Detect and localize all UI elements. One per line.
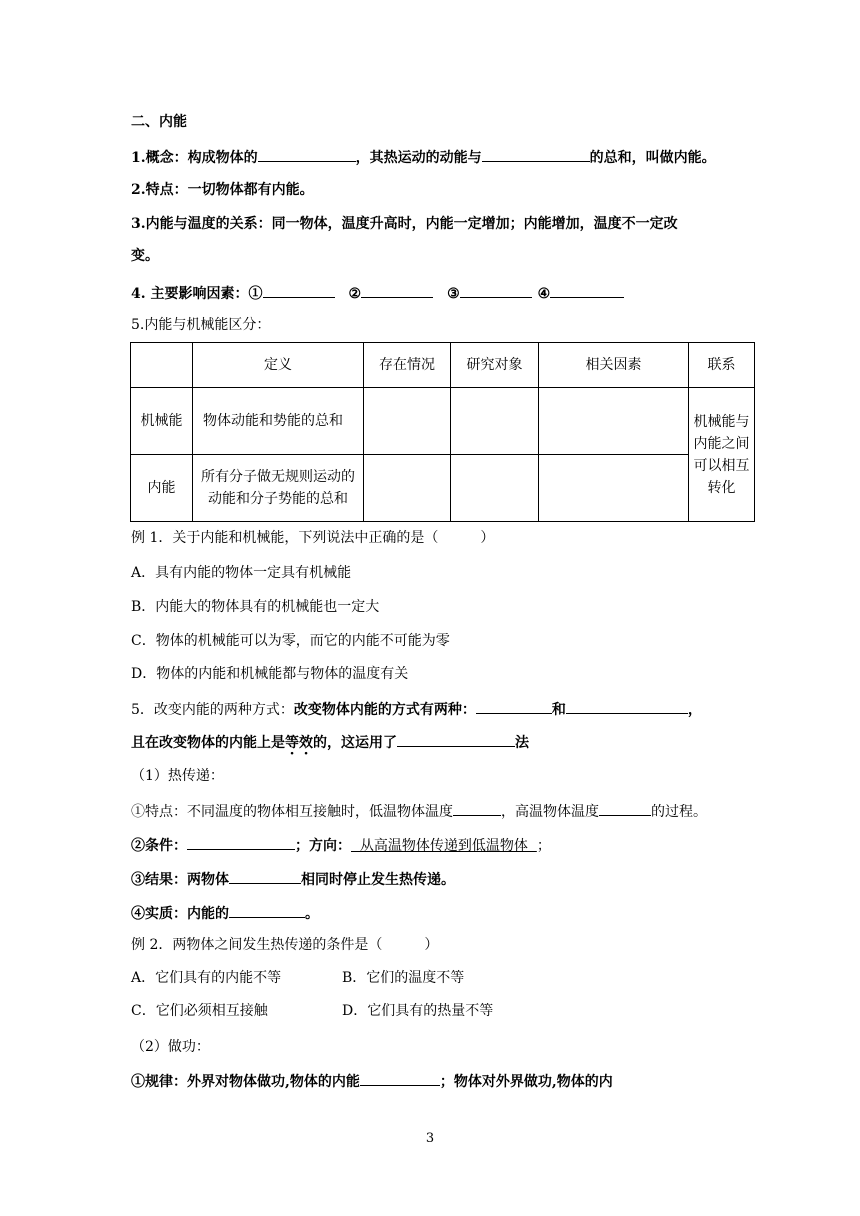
factor-4-mark: ④ [537,286,551,302]
heat-transfer-title: （1）热传递： [131,768,224,784]
semicolon: ； [536,838,551,854]
table-header-cell: 相关因素 [539,343,689,388]
heat-feature-line [131,800,707,822]
example-1-question: 例 1．关于内能和机械能，下列说法中正确的是（ ） [131,530,495,546]
blank[interactable] [229,868,301,884]
direction-label: ；方向： [295,838,351,854]
definition-cell [193,455,364,522]
table-header-cell: 联系 [689,343,755,388]
table-header-cell: 定义 [193,343,364,388]
methods-and: 和 [551,702,566,718]
empty-cell[interactable] [364,388,451,455]
concept-line [131,146,716,168]
example-2-option-b: B．它们的温度不等 [342,970,465,986]
blank[interactable] [476,698,552,714]
heat-feature-text-3: 的过程。 [651,804,707,820]
feature-line: 2.特点：一切物体都有内能。 [131,182,314,198]
factor-3-mark: ③ [447,286,460,302]
blank[interactable] [263,282,335,298]
blank[interactable] [361,282,433,298]
relation-text: 可以相互 [693,457,750,474]
comparison-table [130,342,755,522]
equivalence-line [131,731,529,753]
equivalence-text-3: 法 [515,735,529,751]
relation-line-2: 变。 [131,248,159,264]
example-1-option-a: A．具有内能的物体一定具有机械能 [131,565,352,581]
empty-cell[interactable] [539,388,689,455]
heat-result-line [131,868,455,890]
heat-essence-line [131,902,319,924]
definition-text: 所有分子做无规则运动的 [201,469,355,485]
methods-line [131,698,702,720]
work-rule-line [131,1070,613,1092]
example-1-option-c: C．物体的机械能可以为零，而它的内能不可能为零 [131,633,450,649]
blank[interactable] [482,146,590,162]
relation-text: 转化 [707,479,736,496]
compare-title: 5.内能与机械能区分： [131,317,271,333]
concept-text-1: 1.概念：构成物体的 [131,150,258,166]
heat-feature-text-1: ①特点：不同温度的物体相互接触时，低温物体温度 [131,804,453,820]
concept-text-2: ，其热运动的动能与 [355,150,482,166]
blank[interactable] [599,800,651,816]
table-header-row [131,343,755,388]
factors-line [131,282,624,304]
blank[interactable] [453,800,501,816]
direction-answer: 从高温物体传递到低温物体 [351,838,537,854]
table-header-cell [131,343,193,388]
blank[interactable] [229,902,305,918]
example-2-option-a: A．它们具有的内能不等 [131,970,282,986]
methods-label: 5．改变内能的两种方式： [131,702,294,718]
condition-label: ②条件： [131,838,187,854]
heat-condition-line [131,834,551,856]
empty-cell[interactable] [451,388,539,455]
section-title: 二、内能 [131,114,187,130]
example-1-option-d: D．物体的内能和机械能都与物体的温度有关 [131,666,409,682]
example-2-option-c: C．它们必须相互接触 [131,1003,268,1019]
example-2-option-d: D．它们具有的热量不等 [342,1003,494,1019]
blank[interactable] [258,146,356,162]
blank[interactable] [460,282,532,298]
relation-cell [689,388,755,522]
result-text-2: 相同时停止发生热传递。 [301,872,455,888]
relation-line-1: 3.内能与温度的关系：同一物体，温度升高时，内能一定增加；内能增加，温度不一定改 [131,216,678,232]
example-2-question: 例 2．两物体之间发生热传递的条件是（ ） [131,937,439,953]
concept-text-3: 的总和，叫做内能。 [589,150,716,166]
example-1-option-b: B．内能大的物体具有的机械能也一定大 [131,599,380,615]
table-header-cell: 研究对象 [451,343,539,388]
work-title: （2）做功： [131,1039,210,1055]
empty-cell[interactable] [539,455,689,522]
blank[interactable] [187,834,295,850]
equivalence-text-1: 且在改变物体的内能上是 [131,735,285,751]
row-label: 内能 [131,455,193,522]
empty-cell[interactable] [451,455,539,522]
work-rule-text-1: ①规律：外界对物体做功,物体的内能 [131,1074,360,1090]
blank[interactable] [360,1070,440,1086]
equivalence-text-2: 的，这运用了 [313,735,397,751]
emphasis-char: 等 [285,735,299,751]
row-label: 机械能 [131,388,193,455]
heat-feature-text-2: ，高温物体温度 [501,804,599,820]
table-header-cell: 存在情况 [364,343,451,388]
table-row [131,455,755,522]
definition-text: 动能和分子势能的总和 [208,491,348,507]
emphasis-char: 效 [299,735,313,751]
methods-comma: ， [687,702,702,718]
factors-label: 4. 主要影响因素：① [131,286,263,302]
definition-cell: 物体动能和势能的总和 [193,388,364,455]
factor-2-mark: ② [348,286,362,302]
empty-cell[interactable] [364,455,451,522]
relation-text: 机械能与 [693,413,750,430]
table-row [131,388,755,455]
blank[interactable] [566,698,688,714]
essence-text-2: 。 [305,906,319,922]
result-text-1: ③结果：两物体 [131,872,229,888]
work-rule-text-2: ；物体对外界做功,物体的内 [439,1074,613,1090]
relation-text: 内能之间 [693,435,750,452]
blank[interactable] [397,731,515,747]
essence-text-1: ④实质：内能的 [131,906,229,922]
methods-text: 改变物体内能的方式有两种： [293,702,476,718]
page-number: 3 [425,1131,435,1146]
blank[interactable] [550,282,624,298]
